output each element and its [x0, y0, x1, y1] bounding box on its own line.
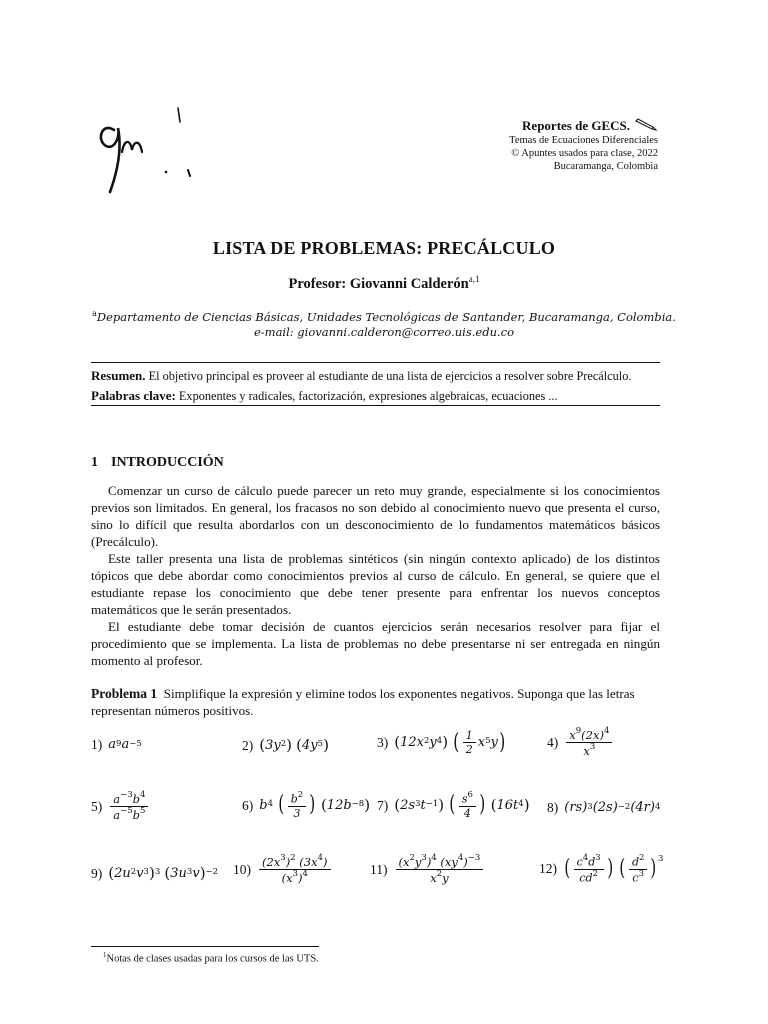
abstract-bottom-rule	[91, 405, 660, 406]
exercise-1	[91, 738, 142, 752]
exercise-label: 1)	[91, 737, 103, 752]
author-sup: a,1	[468, 274, 480, 284]
exercise-7	[377, 792, 530, 819]
exercise-label: 12)	[539, 861, 557, 877]
math-expression: $(2x^3)^2$ $(3x^4)$ $(x^3)^4$	[257, 855, 333, 885]
exercise-12	[539, 855, 663, 883]
exercise-5	[91, 792, 150, 822]
report-title-text: Reportes de GECS.	[522, 117, 630, 133]
affiliation-sup: a	[92, 309, 97, 318]
report-line-3: Bucaramanga, Colombia	[553, 160, 658, 172]
footnote-rule	[91, 946, 319, 947]
exercise-label: 3)	[377, 734, 389, 750]
exercise-label: 8)	[547, 800, 559, 815]
report-line-1: Temas de Ecuaciones Diferenciales	[509, 134, 658, 146]
exercise-8	[547, 801, 660, 815]
affiliation-email: e-mail: giovanni.calderon@correo.uis.edu.co	[253, 324, 515, 339]
problem-statement	[91, 685, 660, 719]
problem-label: Problema 1	[91, 686, 158, 701]
exercise-6	[242, 792, 370, 819]
footnote	[103, 951, 319, 965]
exercise-3	[377, 730, 507, 755]
exercise-label: 11)	[370, 862, 388, 878]
exercise-10	[233, 855, 333, 885]
math-expression: ( $c^4d^3$ $cd^2$ ) ( $d^2$ $c^3$ ) $^3$	[564, 853, 664, 885]
exercise-label: 2)	[242, 737, 254, 753]
math-expression: ( 2u $^2$ v $^3$ ) $^3$ ( 3u $^3$ v ) $^{-2}$	[108, 864, 219, 882]
abstract-label: Resumen.	[91, 368, 146, 383]
paragraph-3: El estudiante debe tomar decisión de cuantos ejercicios serán necesarios resolver para fijar el procedimiento que se implementa. La lista de problemas no debe presentarse ni ser entregada en ningún momento al profesor.	[91, 619, 660, 668]
report-header	[509, 118, 658, 173]
exercise-label: 9)	[91, 865, 103, 881]
author-name: Profesor: Giovanni Calderón	[288, 275, 469, 292]
author-line	[0, 274, 768, 293]
exercise-label: 6)	[242, 797, 254, 813]
problem-text: Simplifique la expresión y elimine todos los exponentes negativos. Suponga que las letras representan números positivos.	[91, 686, 635, 718]
math-expression: ( 12x $^2$ y $^4$ ) ( 1 2 x $^5$ y )	[394, 729, 506, 756]
exercise-9	[91, 866, 218, 881]
report-line-2: © Apuntes usados para clase, 2022	[511, 147, 658, 159]
exercise-11	[370, 855, 485, 885]
abstract-text: El objetivo principal es proveer al estudiante de una lista de ejercicios a resolver sobre Precálculo.	[148, 369, 632, 383]
signature-logo	[92, 100, 202, 200]
report-title	[522, 118, 658, 132]
math-expression: a $^9$ a $^{-5}$	[108, 737, 142, 753]
math-expression: $(x^2y^3)^4$ $(xy^4)^{-3}$ $x^2y$	[394, 855, 486, 885]
math-expression: $a^{-3}b^4$ $a^{-5}b^5$	[108, 792, 150, 822]
exercise-label: 10)	[233, 862, 251, 878]
keywords-label: Palabras clave:	[91, 388, 176, 403]
abstract-top-rule	[91, 362, 660, 363]
affiliation	[0, 306, 768, 340]
exercise-label: 5)	[91, 799, 103, 815]
introduction-body	[91, 482, 660, 669]
math-expression: $x^9(2x)^4$ $x^3$	[564, 728, 614, 758]
pencil-icon	[634, 118, 658, 132]
exercise-label: 4)	[547, 735, 559, 751]
affiliation-text: Departamento de Ciencias Básicas, Unidades Tecnológicas de Santander, Bucaramanga, Colombia.	[96, 309, 676, 324]
math-expression: (rs) $^3$ (2s) $^{-2}$ (4r) $^4$	[564, 800, 661, 816]
abstract-block	[91, 366, 660, 406]
section-title: INTRODUCCIÓN	[111, 455, 224, 470]
paragraph-2: Este taller presenta una lista de problemas sintéticos (sin ningún contexto aplicado) de los distintos tópicos que debe abordar como conocimientos previos al curso de cálculo. En general, se quiere que el estudiante repase los conocimiento que debe tener presente para enfrentar los nuevos conceptos matemáticos que le serán presentados.	[91, 551, 660, 617]
math-expression: ( 2s $^3$ t $^{-1}$ ) ( $s^6$ 4 ) ( 16t $^4$ )	[394, 790, 530, 820]
exercise-4	[547, 728, 614, 758]
exercise-2	[242, 738, 329, 753]
section-heading	[91, 455, 224, 471]
math-expression: b $^4$ ( $b^2$ 3 ) ( 12b $^{-8}$ )	[259, 790, 371, 820]
footnote-mark: 1	[103, 951, 107, 959]
math-expression: ( 3y $^2$ ) ( 4y $^5$ )	[259, 736, 329, 754]
keywords-text: Exponentes y radicales, factorización, expresiones algebraicas, ecuaciones ...	[178, 389, 558, 403]
paragraph-1: Comenzar un curso de cálculo puede parecer un reto muy grande, especialmente si los conocimientos previos son limitados. En general, los fracasos no son debido al conocimiento nuevo que presenta el curso, sino lo difícil que resulta abordarlos con un desconocimiento de lo fundamentos matemáticos básicos (Precálculo).	[91, 483, 660, 549]
page-title: LISTA DE PROBLEMAS: PRECÁLCULO	[212, 238, 556, 258]
footnote-text: Notas de clases usadas para los cursos de las UTS.	[106, 953, 319, 965]
section-number: 1	[91, 455, 98, 470]
exercise-label: 7)	[377, 797, 389, 813]
